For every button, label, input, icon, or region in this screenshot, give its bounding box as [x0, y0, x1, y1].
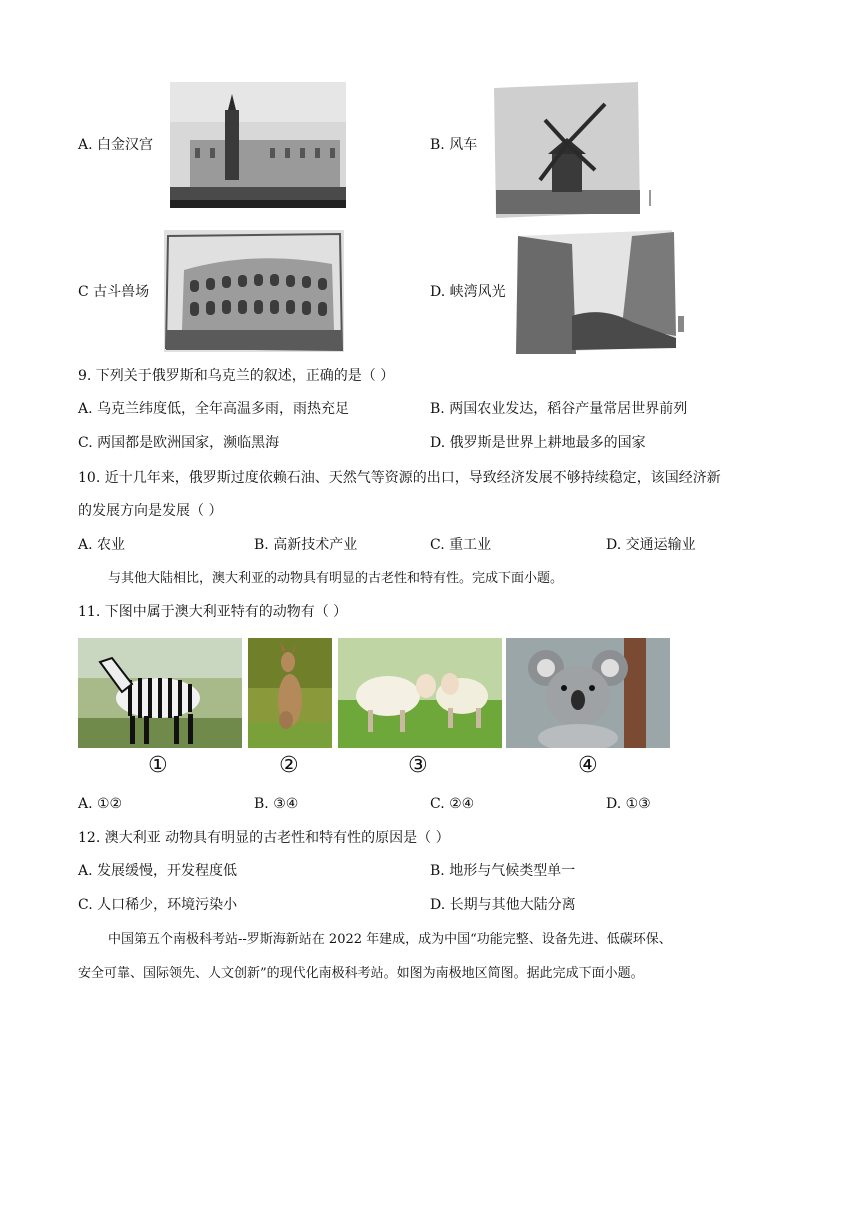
buckingham-palace-photo [170, 82, 346, 208]
photo-number-1: ① [148, 753, 168, 778]
windmill-photo [490, 80, 660, 220]
q10-stem-line1: 10. 近十几年来，俄罗斯过度依赖石油、天然气等资源的出口，导致经济发展不够持续稳定，该国经济新 [78, 470, 721, 486]
q9-option-d: D. 俄罗斯是世界上耕地最多的国家 [430, 435, 646, 451]
q11-option-c: C. ②④ [430, 796, 475, 812]
q12-stem: 12. 澳大利亚 动物具有明显的古老性和特有性的原因是（ ） [78, 830, 450, 846]
q9-option-c: C. 两国都是欧洲国家，濒临黑海 [78, 435, 280, 451]
q11-option-a: A. ①② [78, 796, 123, 812]
q12-option-b: B. 地形与气候类型单一 [430, 863, 576, 879]
option-a-label: A. 白金汉宫 [78, 137, 154, 153]
q10-option-c: C. 重工业 [430, 537, 492, 553]
q12-option-d: D. 长期与其他大陆分离 [430, 897, 576, 913]
photo-number-3: ③ [408, 753, 428, 778]
fjord-photo [512, 226, 688, 358]
antarctic-intro-line1: 中国第五个南极科考站--罗斯海新站在 2022 年建成，成为中国“功能完整、设备先进、低碳环保、 [108, 932, 672, 947]
option-c-label: C 古斗兽场 [78, 284, 150, 300]
colosseum-photo [164, 230, 344, 352]
q9-option-a: A. 乌克兰纬度低，全年高温多雨，雨热充足 [78, 401, 350, 417]
option-b-label: B. 风车 [430, 137, 478, 153]
zebra-photo [78, 638, 242, 748]
q10-option-b: B. 高新技术产业 [254, 537, 358, 553]
kangaroo-photo [248, 638, 332, 748]
photo-number-4: ④ [578, 753, 598, 778]
q10-option-a: A. 农业 [78, 537, 126, 553]
q11-option-b: B. ③④ [254, 796, 299, 812]
q12-option-c: C. 人口稀少，环境污染小 [78, 897, 238, 913]
q9-option-b: B. 两国农业发达，稻谷产量常居世界前列 [430, 401, 688, 417]
q12-option-a: A. 发展缓慢，开发程度低 [78, 863, 238, 879]
australia-intro: 与其他大陆相比，澳大利亚的动物具有明显的古老性和特有性。完成下面小题。 [108, 571, 564, 586]
q9-stem: 9. 下列关于俄罗斯和乌克兰的叙述，正确的是（ ） [78, 368, 395, 384]
q10-stem-line2: 的发展方向是发展（ ） [78, 503, 223, 519]
option-d-label: D. 峡湾风光 [430, 284, 506, 300]
q11-option-d: D. ①③ [606, 796, 651, 812]
photo-number-2: ② [279, 753, 299, 778]
q11-stem: 11. 下图中属于澳大利亚特有的动物有（ ） [78, 604, 348, 620]
sheep-photo [338, 638, 502, 748]
q10-option-d: D. 交通运输业 [606, 537, 696, 553]
antarctic-intro-line2: 安全可靠、国际领先、人文创新”的现代化南极科考站。如图为南极地区简图。据此完成下面小题。 [78, 966, 644, 981]
koala-photo [506, 638, 670, 748]
